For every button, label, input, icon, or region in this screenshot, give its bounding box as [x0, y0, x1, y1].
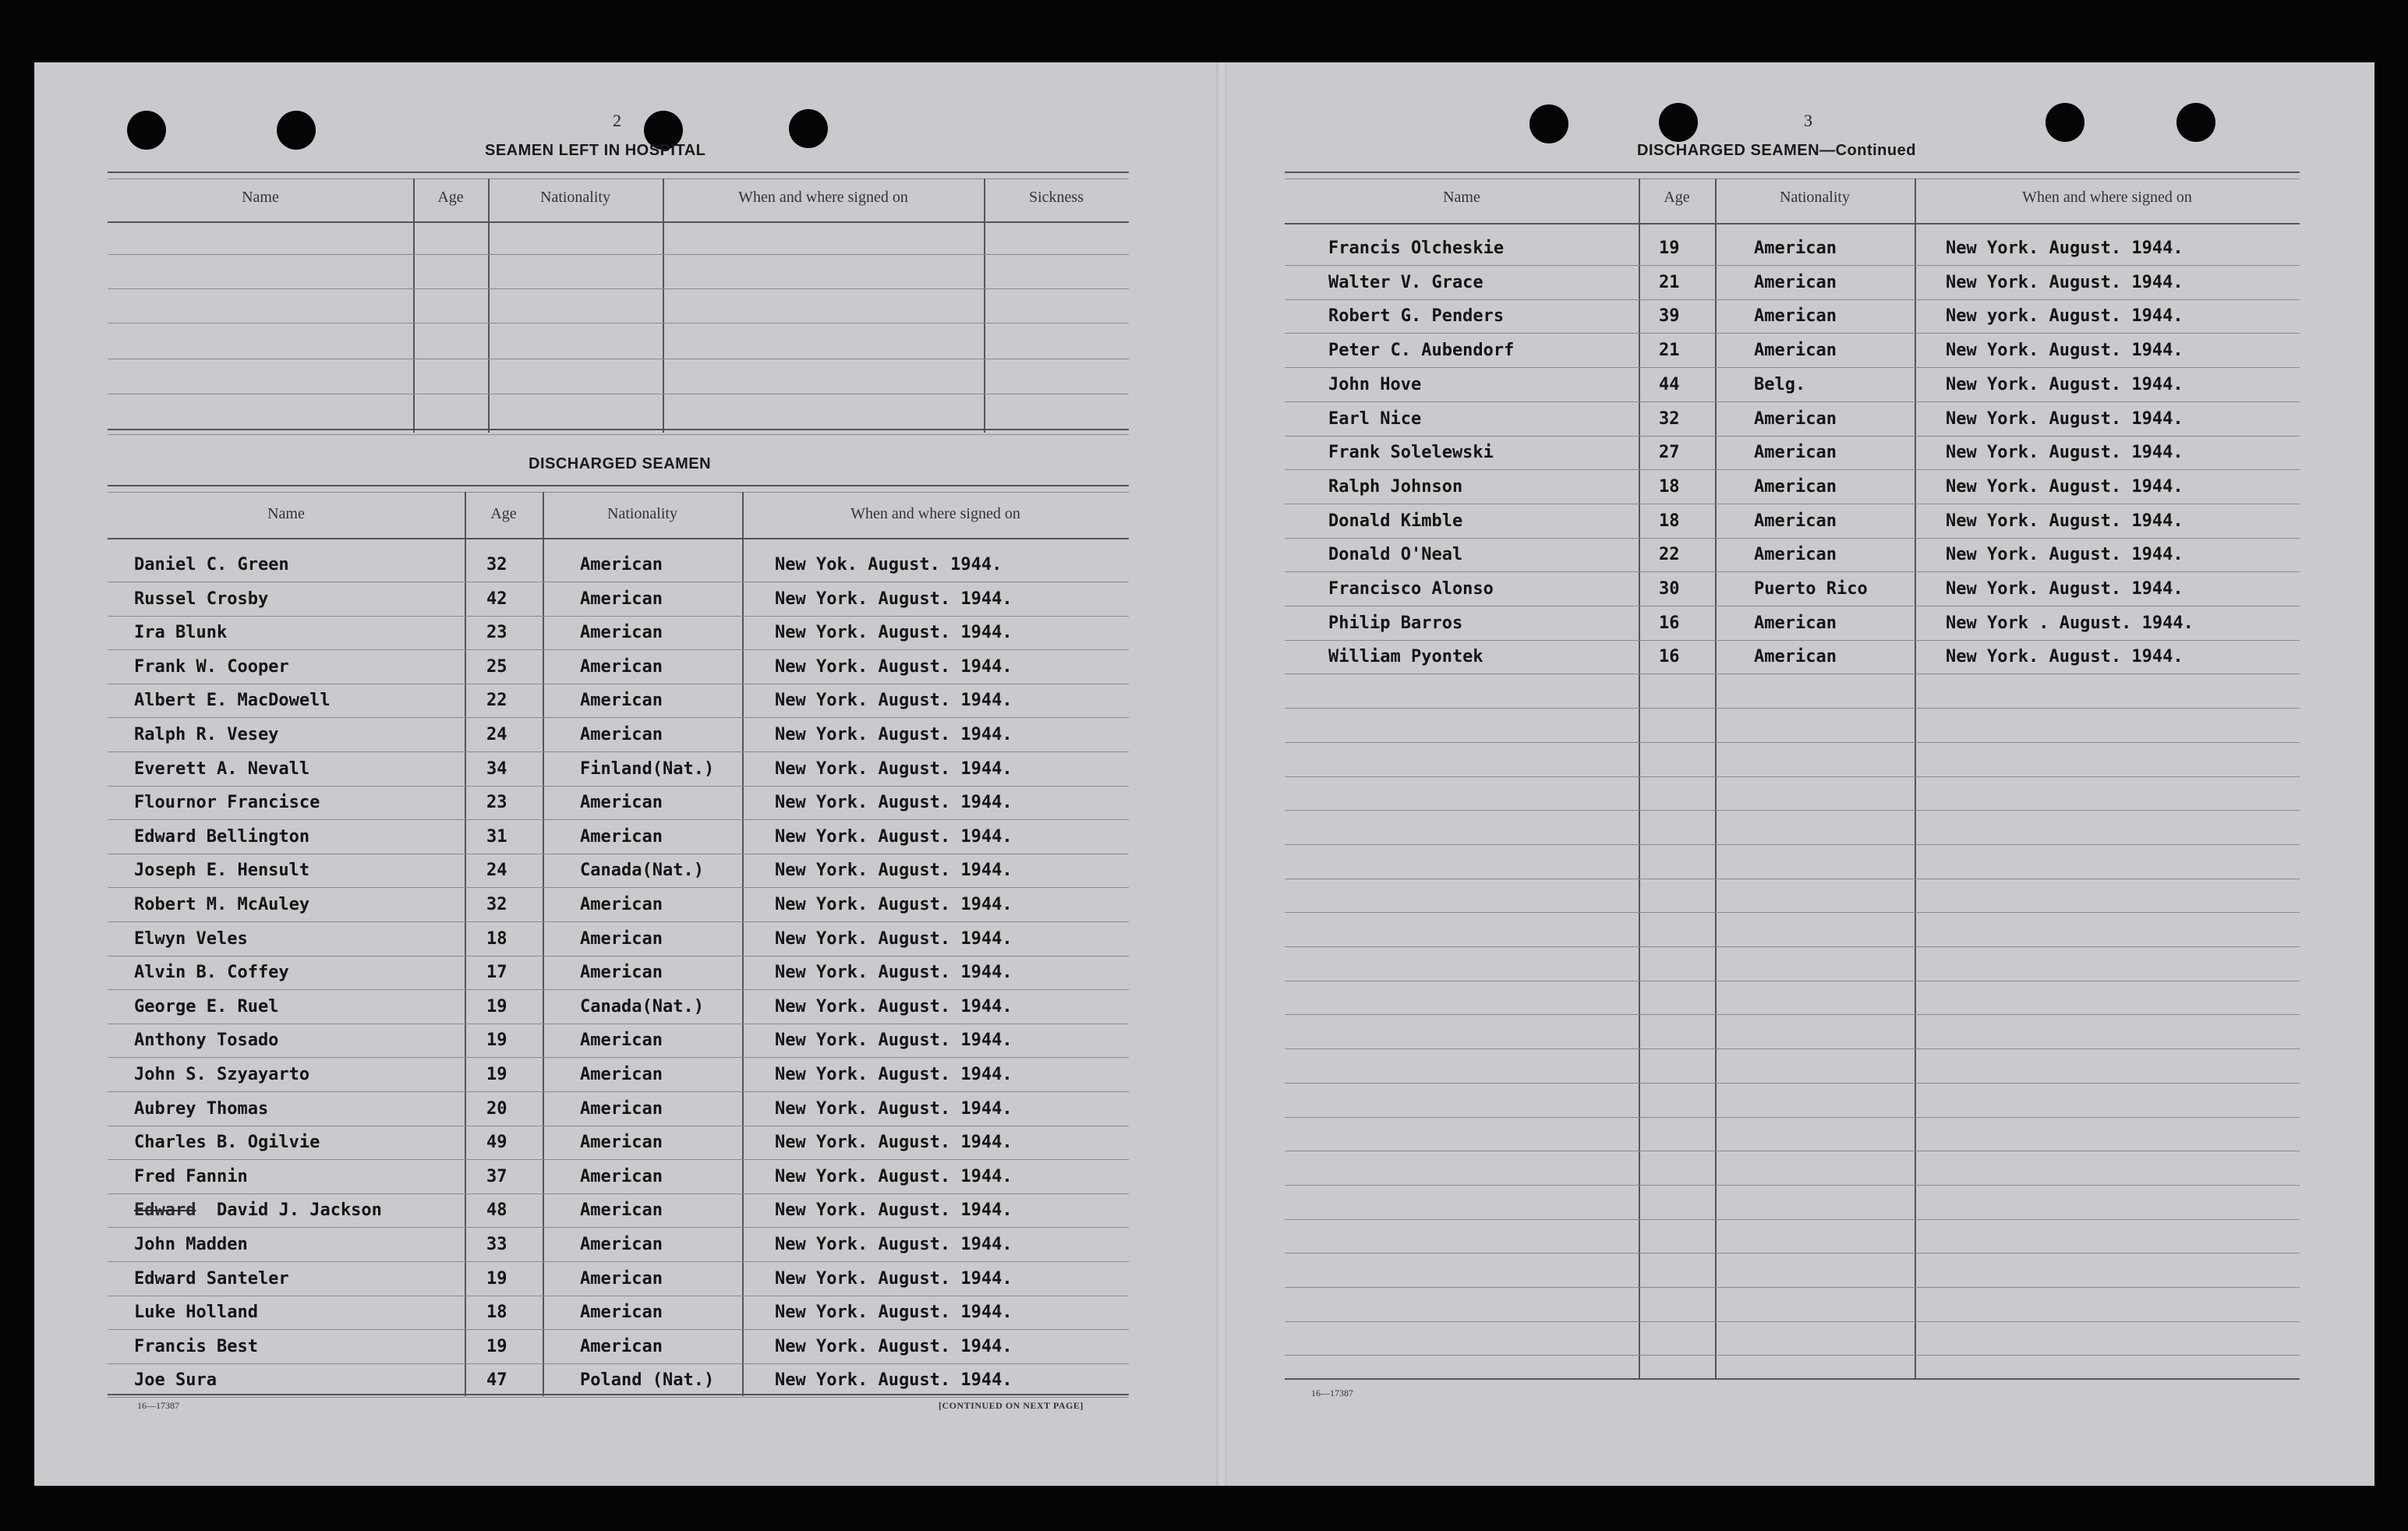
right-col-divider — [1639, 179, 1640, 1379]
right-table-top — [1285, 171, 2300, 173]
right-table-bottom — [1285, 1378, 2300, 1380]
cell-nationality: American — [580, 1303, 663, 1323]
discharged-header-rule — [108, 538, 1129, 539]
cell-age: 19 — [486, 1065, 507, 1084]
cell-age: 19 — [1659, 239, 1680, 258]
table-row-rule — [108, 1329, 1129, 1330]
cell-signed-on: New York. August. 1944. — [1946, 579, 2183, 599]
cell-signed-on: New York. August. 1944. — [775, 793, 1013, 813]
cell-signed-on: New York. August. 1944. — [775, 725, 1013, 744]
cell-signed-on: New Yok. August. 1944. — [775, 555, 1002, 575]
table-row-rule — [1285, 1048, 2300, 1049]
cell-age: 16 — [1659, 613, 1680, 633]
cell-signed-on: New York. August. 1944. — [775, 1200, 1013, 1221]
cell-age: 33 — [486, 1235, 507, 1254]
cell-name: Edward Santeler — [134, 1268, 289, 1289]
cell-name: Flournor Francisce — [134, 793, 320, 813]
cell-name: John S. Szyayarto — [134, 1065, 310, 1084]
hospital-table-top — [108, 171, 1129, 173]
table-row-rule — [1285, 571, 2300, 572]
table-row-rule — [1285, 469, 2300, 470]
discharged-col-name: Name — [267, 505, 305, 522]
cell-age: 48 — [486, 1200, 507, 1221]
cell-name: Francis Olcheskie — [1328, 239, 1505, 258]
cell-age: 18 — [486, 1303, 507, 1323]
cell-nationality: American — [580, 895, 663, 914]
table-row-rule — [108, 786, 1129, 787]
cell-signed-on: New York . August. 1944. — [1946, 613, 2194, 633]
table-row-rule — [108, 1091, 1129, 1092]
cell-name: Fred Fannin — [134, 1166, 248, 1186]
table-row-rule — [108, 1057, 1129, 1058]
cell-name: Edward Bellington — [134, 826, 310, 847]
table-row-rule — [1285, 1287, 2300, 1288]
cell-name: Alvin B. Coffey — [134, 963, 289, 983]
cell-signed-on: New York. August. 1944. — [775, 623, 1013, 643]
table-row-rule — [108, 887, 1129, 888]
cell-signed-on: New York. August. 1944. — [775, 1133, 1013, 1153]
cell-signed-on: New York. August. 1944. — [775, 1370, 1013, 1391]
cell-signed-on: New York. August. 1944. — [1946, 647, 2183, 667]
cell-age: 47 — [486, 1370, 507, 1391]
cell-nationality: American — [580, 1336, 663, 1356]
table-row-rule — [108, 1261, 1129, 1262]
cell-name: Elwyn Veles — [134, 928, 248, 949]
hospital-table-bottom — [108, 429, 1129, 430]
cell-signed-on: New York. August. 1944. — [775, 1336, 1013, 1356]
table-row-rule — [108, 717, 1129, 718]
table-row-rule — [1285, 912, 2300, 913]
cell-age: 32 — [1659, 408, 1680, 429]
table-row-rule — [1285, 1355, 2300, 1356]
hospital-col-sickness: Sickness — [1029, 189, 1084, 206]
cell-name: Francis Best — [134, 1336, 258, 1356]
cell-nationality: American — [1754, 239, 1837, 258]
cell-name: Albert E. MacDowell — [134, 691, 331, 711]
cell-signed-on: New York. August. 1944. — [1946, 374, 2183, 394]
cell-signed-on: New York. August. 1944. — [775, 589, 1013, 609]
hospital-col-nationality: Nationality — [540, 189, 610, 206]
cell-name: Philip Barros — [1328, 613, 1463, 633]
cell-name: Anthony Tosado — [134, 1031, 279, 1051]
cell-nationality: American — [580, 1268, 663, 1289]
cell-name: Joe Sura — [134, 1370, 217, 1391]
cell-nationality: Finland(Nat.) — [580, 758, 715, 779]
cell-age: 16 — [1659, 647, 1680, 667]
cell-age: 23 — [486, 623, 507, 643]
table-row-rule — [1285, 265, 2300, 266]
cell-nationality: American — [580, 1200, 663, 1221]
punch-hole — [2176, 103, 2215, 142]
discharged-col-divider — [742, 492, 744, 1396]
cell-age: 19 — [486, 1031, 507, 1051]
cell-name: Frank W. Cooper — [134, 656, 289, 677]
cell-signed-on: New York. August. 1944. — [775, 1303, 1013, 1323]
cell-age: 34 — [486, 758, 507, 779]
cell-nationality: American — [1754, 443, 1837, 463]
cell-nationality: Poland (Nat.) — [580, 1370, 715, 1391]
cell-age: 25 — [486, 656, 507, 677]
cell-name: Francisco Alonso — [1328, 579, 1494, 599]
cell-name: John Madden — [134, 1235, 248, 1254]
hospital-col-name: Name — [242, 189, 279, 206]
cell-name: Frank Solelewski — [1328, 443, 1494, 463]
table-row-rule — [1285, 946, 2300, 947]
hospital-table-bottom-inner — [108, 434, 1129, 435]
cell-signed-on: New York. August. 1944. — [1946, 272, 2183, 292]
cell-name: Walter V. Grace — [1328, 272, 1483, 292]
cell-name: Donald O'Neal — [1328, 545, 1463, 565]
table-row-rule — [1285, 1219, 2300, 1220]
discharged-col-nationality: Nationality — [607, 505, 677, 522]
cell-name: Ira Blunk — [134, 623, 228, 643]
hospital-header-rule — [108, 221, 1129, 223]
cell-nationality: American — [1754, 545, 1837, 565]
cell-age: 19 — [486, 996, 507, 1017]
cell-name: Joseph E. Hensult — [134, 861, 310, 881]
cell-signed-on: New York. August. 1944. — [775, 1031, 1013, 1051]
cell-signed-on: New York. August. 1944. — [775, 1065, 1013, 1084]
cell-name: Aubrey Thomas — [134, 1098, 269, 1119]
cell-age: 21 — [1659, 272, 1680, 292]
hospital-section-title: SEAMEN LEFT IN HOSPITAL — [485, 142, 706, 159]
cell-name: William Pyontek — [1328, 647, 1483, 667]
cell-name: Ralph Johnson — [1328, 476, 1463, 497]
cell-nationality: Canada(Nat.) — [580, 861, 704, 881]
hospital-row-rule — [108, 288, 1129, 289]
cell-name: David J. Jackson — [217, 1200, 382, 1221]
cell-signed-on: New York. August. 1944. — [1946, 476, 2183, 497]
table-row-rule — [108, 921, 1129, 922]
cell-nationality: American — [1754, 647, 1837, 667]
cell-age: 18 — [1659, 476, 1680, 497]
cell-signed-on: New York. August. 1944. — [1946, 545, 2183, 565]
table-row-rule — [108, 1363, 1129, 1364]
cell-age: 31 — [486, 826, 507, 847]
table-row-rule — [108, 1159, 1129, 1160]
cell-nationality: American — [580, 656, 663, 677]
hospital-col-signed-on: When and where signed on — [738, 189, 908, 206]
cell-signed-on: New York. August. 1944. — [775, 895, 1013, 914]
cell-nationality: American — [580, 1065, 663, 1084]
cell-nationality: American — [1754, 341, 1837, 361]
cell-name: John Hove — [1328, 374, 1422, 394]
hospital-col-divider — [663, 179, 664, 433]
right-col-signed-on: When and where signed on — [2022, 189, 2192, 206]
cell-age: 19 — [486, 1336, 507, 1356]
hospital-row-rule — [108, 323, 1129, 324]
cell-age: 18 — [486, 928, 507, 949]
continued-section-title: DISCHARGED SEAMEN—Continued — [1637, 142, 1916, 159]
right-col-nationality: Nationality — [1780, 189, 1850, 206]
cell-name: Peter C. Aubendorf — [1328, 341, 1515, 361]
cell-nationality: American — [580, 623, 663, 643]
right-form-number: 16—17387 — [1311, 1388, 1353, 1398]
table-row-rule — [1285, 844, 2300, 845]
cell-signed-on: New York. August. 1944. — [1946, 341, 2183, 361]
cell-signed-on: New York. August. 1944. — [775, 1235, 1013, 1254]
table-row-rule — [108, 1193, 1129, 1194]
table-row-rule — [1285, 1185, 2300, 1186]
discharged-col-signed-on: When and where signed on — [850, 505, 1020, 522]
cell-name: Daniel C. Green — [134, 555, 289, 575]
table-row-rule — [1285, 708, 2300, 709]
cell-age: 49 — [486, 1133, 507, 1153]
discharged-col-divider — [465, 492, 466, 1396]
table-row-rule — [1285, 401, 2300, 402]
cell-name: Donald Kimble — [1328, 511, 1463, 531]
cell-age: 24 — [486, 861, 507, 881]
punch-hole — [127, 111, 166, 150]
cell-age: 18 — [1659, 511, 1680, 531]
table-row-rule — [1285, 640, 2300, 641]
cell-signed-on: New York. August. 1944. — [775, 758, 1013, 779]
cell-nationality: American — [580, 691, 663, 711]
cell-age: 21 — [1659, 341, 1680, 361]
right-col-name: Name — [1443, 189, 1480, 206]
cell-signed-on: New York. August. 1944. — [1946, 443, 2183, 463]
cell-age: 32 — [486, 895, 507, 914]
right-col-age: Age — [1664, 189, 1690, 206]
cell-signed-on: New York. August. 1944. — [775, 928, 1013, 949]
hospital-col-divider — [984, 179, 985, 433]
cell-nationality: American — [1754, 408, 1837, 429]
punch-hole — [1659, 103, 1698, 142]
cell-age: 42 — [486, 589, 507, 609]
cell-signed-on: New York. August. 1944. — [1946, 511, 2183, 531]
cell-name: Everett A. Nevall — [134, 758, 310, 779]
table-row-rule — [1285, 742, 2300, 743]
table-row-rule — [108, 616, 1129, 617]
cell-age: 27 — [1659, 443, 1680, 463]
cell-nationality: American — [580, 1031, 663, 1051]
cell-age: 20 — [486, 1098, 507, 1119]
cell-name: Charles B. Ogilvie — [134, 1133, 320, 1153]
cell-nationality: American — [1754, 272, 1837, 292]
cell-signed-on: New York. August. 1944. — [775, 1166, 1013, 1186]
right-page-number: 3 — [1804, 111, 1812, 130]
cell-age: 32 — [486, 555, 507, 575]
cell-name: Earl Nice — [1328, 408, 1422, 429]
cell-signed-on: New York. August. 1944. — [775, 996, 1013, 1017]
cell-name: Robert G. Penders — [1328, 306, 1505, 327]
page-fold — [1216, 62, 1227, 1486]
cell-nationality: American — [580, 963, 663, 983]
continued-note: [CONTINUED ON NEXT PAGE] — [939, 1400, 1084, 1411]
punch-hole — [1529, 104, 1568, 143]
cell-nationality: American — [580, 725, 663, 744]
cell-nationality: American — [580, 589, 663, 609]
cell-age: 22 — [1659, 545, 1680, 565]
cell-signed-on: New York. August. 1944. — [775, 1098, 1013, 1119]
cell-nationality: Canada(Nat.) — [580, 996, 704, 1017]
cell-name: Robert M. McAuley — [134, 895, 310, 914]
discharged-col-age: Age — [490, 505, 517, 522]
table-row-rule — [108, 819, 1129, 820]
discharged-section-title: DISCHARGED SEAMEN — [529, 455, 712, 472]
discharged-table-top — [108, 485, 1129, 486]
cell-nationality: American — [580, 826, 663, 847]
cell-nationality: American — [1754, 511, 1837, 531]
cell-name: Ralph R. Vesey — [134, 725, 279, 744]
right-col-divider — [1715, 179, 1717, 1379]
cell-signed-on: New york. August. 1944. — [1946, 306, 2183, 327]
table-row-rule — [1285, 1117, 2300, 1118]
cell-nationality: American — [1754, 306, 1837, 327]
table-row-rule — [1285, 333, 2300, 334]
cell-nationality: American — [580, 928, 663, 949]
cell-age: 19 — [486, 1268, 507, 1289]
hospital-col-divider — [413, 179, 415, 433]
table-row-rule — [1285, 1321, 2300, 1322]
cell-signed-on: New York. August. 1944. — [775, 1268, 1013, 1289]
cell-nationality: American — [580, 555, 663, 575]
discharged-col-divider — [543, 492, 544, 1396]
table-row-rule — [1285, 299, 2300, 300]
table-row-rule — [108, 1397, 1129, 1398]
cell-nationality: American — [580, 793, 663, 813]
hospital-col-divider — [488, 179, 490, 433]
right-col-divider — [1915, 179, 1916, 1379]
punch-hole — [789, 109, 828, 148]
cell-age: 44 — [1659, 374, 1680, 394]
table-row-rule — [1285, 538, 2300, 539]
cell-age: 30 — [1659, 579, 1680, 599]
cell-signed-on: New York. August. 1944. — [1946, 408, 2183, 429]
struck-prefix: Edward — [134, 1200, 196, 1221]
cell-nationality: American — [1754, 613, 1837, 633]
cell-signed-on: New York. August. 1944. — [775, 656, 1013, 677]
left-page-number: 2 — [613, 111, 621, 130]
cell-age: 24 — [486, 725, 507, 744]
discharged-table-bottom — [108, 1394, 1129, 1395]
cell-age: 17 — [486, 963, 507, 983]
table-row-rule — [1285, 1083, 2300, 1084]
table-row-rule — [1285, 1014, 2300, 1015]
cell-nationality: American — [580, 1098, 663, 1119]
cell-name: Russel Crosby — [134, 589, 269, 609]
punch-hole — [277, 111, 316, 150]
table-row-rule — [108, 989, 1129, 990]
table-row-rule — [108, 751, 1129, 752]
cell-age: 37 — [486, 1166, 507, 1186]
hospital-col-age: Age — [437, 189, 464, 206]
cell-signed-on: New York. August. 1944. — [775, 963, 1013, 983]
cell-nationality: American — [580, 1235, 663, 1254]
hospital-row-rule — [108, 254, 1129, 255]
cell-age: 39 — [1659, 306, 1680, 327]
cell-name: George E. Ruel — [134, 996, 279, 1017]
table-row-rule — [1285, 367, 2300, 368]
cell-nationality: Puerto Rico — [1754, 579, 1868, 599]
table-row-rule — [1285, 776, 2300, 777]
table-row-rule — [108, 649, 1129, 650]
cell-name: Luke Holland — [134, 1303, 258, 1323]
discharged-table-top-inner — [108, 492, 1129, 493]
cell-signed-on: New York. August. 1944. — [775, 861, 1013, 881]
cell-nationality: American — [1754, 476, 1837, 497]
cell-nationality: American — [580, 1133, 663, 1153]
cell-signed-on: New York. August. 1944. — [775, 826, 1013, 847]
cell-nationality: American — [580, 1166, 663, 1186]
left-form-number: 16—17387 — [137, 1400, 179, 1411]
cell-signed-on: New York. August. 1944. — [1946, 239, 2183, 258]
cell-signed-on: New York. August. 1944. — [775, 691, 1013, 711]
table-row-rule — [1285, 810, 2300, 811]
right-header-rule — [1285, 223, 2300, 225]
cell-nationality: Belg. — [1754, 374, 1806, 394]
table-row-rule — [1285, 436, 2300, 437]
table-row-rule — [108, 1227, 1129, 1228]
cell-age: 23 — [486, 793, 507, 813]
cell-age: 22 — [486, 691, 507, 711]
punch-hole — [2046, 103, 2084, 142]
